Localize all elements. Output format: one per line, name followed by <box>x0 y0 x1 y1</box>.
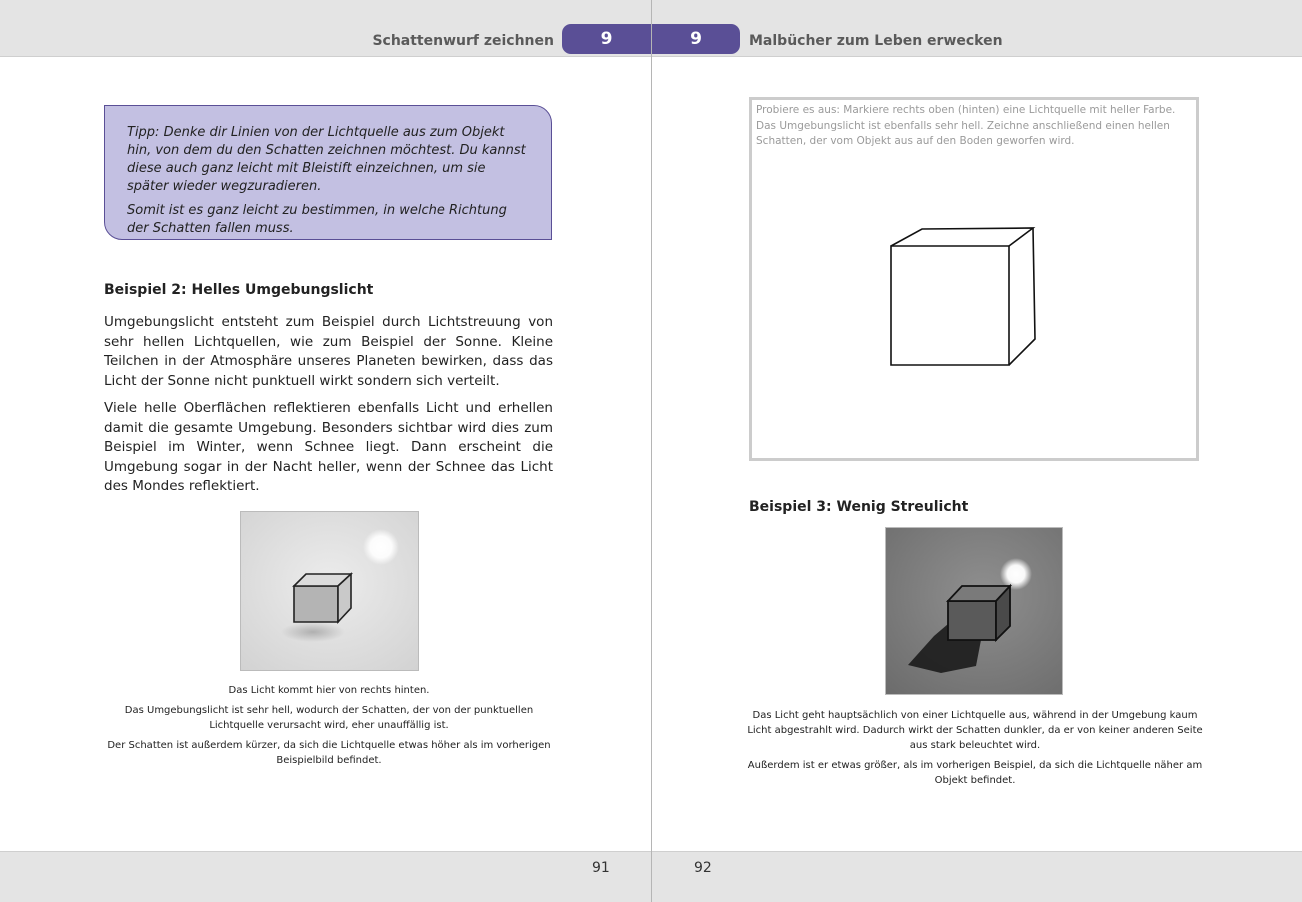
caption-block-right <box>745 708 1205 793</box>
page-number-left: 91 <box>592 860 610 876</box>
body-paragraph-1: Umgebungslicht entsteht zum Beispiel durch Lichtstreuung von sehr hellen Lichtquellen, wie zum Beispiel der Sonne. Kleine Teilchen in der Atmosphäre unseres Planeten bewirken, dass das Licht der Sonne nicht punktuell wirkt sondern sich verteilt. <box>104 314 553 389</box>
exercise-instructions: Probiere es aus: Markiere rechts oben (hinten) eine Lichtquelle mit heller Farbe. Das Umgebungslicht ist ebenfalls sehr hell. Zeichne anschließend einen hellen Schatten, der vom Objekt aus auf den Boden geworfen wird. <box>756 104 1176 147</box>
chapter-tab-right: 9 <box>652 24 740 54</box>
caption-block-left <box>100 683 558 773</box>
caption-left-3: Der Schatten ist außerdem kürzer, da sich die Lichtquelle etwas höher als im vorherigen Beispielbild befindet. <box>107 740 551 766</box>
chapter-title-left: Schattenwurf zeichnen <box>372 33 554 49</box>
body-paragraph-2: Viele helle Oberflächen reflektieren ebenfalls Licht und erhellen damit die gesamte Umgebung. Besonders sichtbar wird dies zum Beispiel im Winter, wenn Schnee liegt. Dann erscheint die Umgebung sogar in der Nacht heller, wenn der Schnee das Licht des Mondes reflektiert. <box>104 400 553 494</box>
caption-right-2: Außerdem ist er etwas größer, als im vorherigen Beispiel, da sich die Lichtquelle näher am Objekt befindet. <box>747 760 1203 786</box>
light-source <box>363 529 399 565</box>
cube-shadow <box>281 622 345 642</box>
chapter-title-right: Malbücher zum Leben erwecken <box>749 33 1003 49</box>
footer-band-right <box>652 851 1302 902</box>
page-number-right: 92 <box>694 860 712 876</box>
section-heading-left: Beispiel 2: Helles Umgebungslicht <box>104 282 374 298</box>
section-heading-right: Beispiel 3: Wenig Streulicht <box>749 499 969 515</box>
exercise-box <box>749 97 1199 461</box>
example-photo-dark <box>885 527 1063 695</box>
caption-left-1: Das Licht kommt hier von rechts hinten. <box>228 685 430 696</box>
example-photo-bright <box>240 511 419 671</box>
dark-cube-drawing <box>886 528 1062 694</box>
caption-left-2: Das Umgebungslicht ist sehr hell, wodurch der Schatten, der von der punktuellen Lichtquelle verursacht wird, eher unauffällig ist. <box>124 705 534 731</box>
chapter-tab-left: 9 <box>562 24 651 54</box>
bright-cube-drawing <box>241 512 418 670</box>
footer-band-left <box>0 851 651 902</box>
tip-paragraph-1: Tipp: Denke dir Linien von der Lichtquelle aus zum Objekt hin, von dem du den Schatten zeichnen möchtest. Du kannst diese auch ganz leicht mit Bleistift einzeichnen, um sie später wieder wegzuradieren. <box>127 125 526 194</box>
tip-paragraph-2: Somit ist es ganz leicht zu bestimmen, in welche Richtung der Schatten fallen muss. <box>127 203 507 236</box>
cube-outline-drawing <box>752 100 1196 458</box>
caption-right-1: Das Licht geht hauptsächlich von einer Lichtquelle aus, während in der Umgebung kaum Licht abgestrahlt wird. Dadurch wirkt der Schatten dunkler, da er von keiner anderen Seite aus stark beleuchtet wird. <box>747 710 1203 751</box>
body-text-left <box>104 313 553 505</box>
tip-box <box>104 105 552 240</box>
right-page <box>652 0 1302 902</box>
